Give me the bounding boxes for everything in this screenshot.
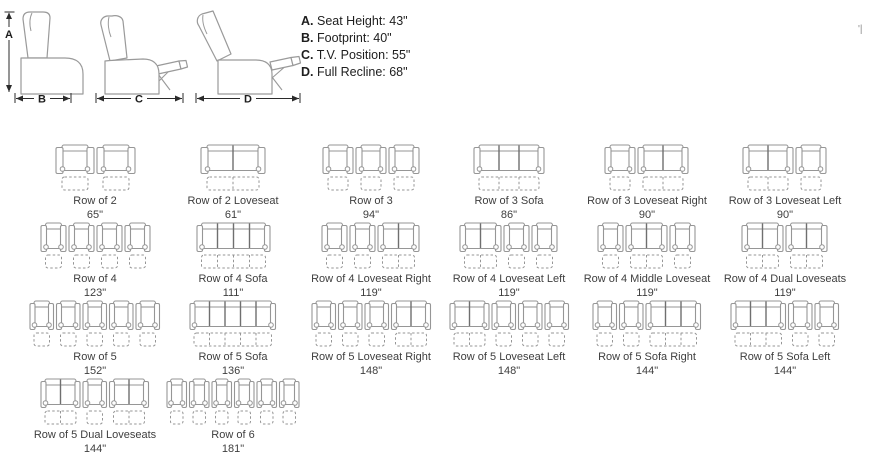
- arrow-label-d: D: [244, 93, 252, 106]
- seating-top-view: [166, 378, 300, 426]
- arrow-label-c: C: [135, 93, 143, 106]
- arrow-label-a: A: [5, 29, 13, 41]
- spec-line-c: [301, 47, 410, 64]
- spec-value-a: Seat Height: 43": [316, 14, 408, 28]
- config-name: Row of 5 Dual Loveseats: [33, 429, 157, 441]
- seating-top-view: [40, 222, 151, 270]
- config-width: 148": [497, 365, 521, 377]
- config-row-of-2: [55, 144, 136, 222]
- seating-diagram: [322, 144, 420, 192]
- seating-diagram: [189, 300, 277, 348]
- config-row-of-5-dual-loveseats: [34, 378, 156, 456]
- config-name: Row of 4 Loveseat Left: [452, 273, 566, 285]
- spec-key-c: C.: [301, 48, 314, 62]
- seating-diagram: [321, 222, 420, 270]
- config-width: 94": [362, 209, 380, 221]
- seating-diagram: [604, 144, 689, 192]
- config-row-of-3-sofa: [473, 144, 545, 222]
- seating-diagram: [592, 300, 702, 348]
- config-name: Row of 4 Middle Loveseat: [583, 273, 711, 285]
- seating-top-view: [449, 300, 570, 348]
- config-width: 65": [86, 209, 104, 221]
- seating-top-view: [55, 144, 136, 192]
- seating-diagram: [29, 300, 161, 348]
- spec-key-d: D.: [301, 65, 314, 79]
- spec-key-b: B.: [301, 31, 314, 45]
- config-row-of-3-loveseat-left: [729, 144, 842, 222]
- config-row-of-4-middle-loveseat: [584, 222, 711, 300]
- config-name: Row of 6: [211, 429, 255, 441]
- config-row-of-5-loveseat-right: [311, 300, 432, 378]
- seating-diagram: [730, 300, 840, 348]
- config-name: Row of 5 Sofa Right: [598, 351, 696, 363]
- config-row-of-4-loveseat-right: [311, 222, 431, 300]
- seating-diagram: [741, 222, 828, 270]
- seating-top-view: [40, 378, 150, 426]
- spec-line-d: [301, 64, 410, 81]
- footrest: [156, 61, 181, 74]
- chair-body: [218, 60, 272, 94]
- config-width: 144": [773, 365, 797, 377]
- config-width: 90": [776, 209, 794, 221]
- config-width: 119": [498, 287, 520, 299]
- config-name: Row of 4 Sofa: [198, 273, 268, 285]
- config-row-of-3-loveseat-right: [587, 144, 707, 222]
- footprint-arrow: [15, 93, 71, 106]
- config-row-of-5-loveseat-left: [449, 300, 570, 378]
- seating-diagram: [196, 222, 271, 270]
- config-width: 119": [774, 287, 796, 299]
- config-width: 148": [359, 365, 383, 377]
- seating-diagram: [449, 300, 570, 348]
- config-width: 144": [83, 443, 107, 455]
- config-name: Row of 3: [349, 195, 393, 207]
- seating-top-view: [322, 144, 420, 192]
- scan-artifact: '|: [858, 24, 863, 35]
- config-width: 123": [83, 287, 107, 299]
- config-row-of-4-sofa: [196, 222, 271, 300]
- config-name: Row of 3 Loveseat Right: [587, 195, 707, 207]
- spec-line-a: [301, 13, 410, 30]
- config-row-of-5: [29, 300, 161, 378]
- seating-diagram: [742, 144, 827, 192]
- seating-top-view: [604, 144, 689, 192]
- config-width: 61": [224, 209, 242, 221]
- seating-diagram: [200, 144, 266, 192]
- tv-position-arrow: [96, 93, 183, 106]
- config-row-of-5-sofa-left: [730, 300, 840, 378]
- seating-diagram: [473, 144, 545, 192]
- seating-diagram: [40, 222, 151, 270]
- seating-top-view: [29, 300, 161, 348]
- config-name: Row of 3 Loveseat Left: [728, 195, 842, 207]
- recliner-full-recline-side-view: [192, 4, 306, 108]
- arrow-label-b: B: [38, 93, 46, 106]
- seating-top-view: [597, 222, 696, 270]
- config-width: 119": [360, 287, 382, 299]
- seat-height-arrow: [3, 12, 15, 92]
- config-name: Row of 3 Sofa: [474, 195, 544, 207]
- config-grid: [26, 144, 854, 456]
- config-width: 111": [222, 287, 244, 299]
- chair-body: [21, 58, 83, 94]
- config-width: 119": [636, 287, 658, 299]
- dimension-spec-list: [301, 13, 410, 81]
- config-row-of-2-loveseat: [187, 144, 278, 222]
- full-recline-arrow: [196, 93, 300, 106]
- config-width: 136": [221, 365, 245, 377]
- seating-top-view: [730, 300, 840, 348]
- spec-value-d: Full Recline: 68": [316, 65, 408, 79]
- config-width: 86": [500, 209, 518, 221]
- config-name: Row of 4 Dual Loveseats: [723, 273, 847, 285]
- config-name: Row of 5 Loveseat Right: [311, 351, 431, 363]
- config-name: Row of 4 Loveseat Right: [311, 273, 431, 285]
- config-row-of-5-sofa-right: [592, 300, 702, 378]
- seating-top-view: [189, 300, 277, 348]
- chair-back: [101, 16, 127, 61]
- spec-key-a: A.: [301, 14, 314, 28]
- config-name: Row of 2 Loveseat: [187, 195, 279, 207]
- seating-diagram: [459, 222, 558, 270]
- config-row-of-3: [322, 144, 420, 222]
- config-width: 181": [221, 443, 245, 455]
- config-width: 152": [83, 365, 107, 377]
- recliner-upright-side-view: [2, 4, 90, 108]
- config-row-of-4-loveseat-left: [453, 222, 566, 300]
- chair-body: [105, 59, 159, 94]
- seating-top-view: [473, 144, 545, 192]
- config-width: 90": [638, 209, 656, 221]
- spec-value-b: Footprint: 40": [316, 31, 392, 45]
- spec-line-b: [301, 30, 410, 47]
- seating-top-view: [196, 222, 271, 270]
- chair-back: [23, 12, 50, 58]
- config-width: 144": [635, 365, 659, 377]
- footrest: [270, 58, 293, 71]
- config-name: Row of 5 Loveseat Left: [452, 351, 566, 363]
- config-name: Row of 5: [73, 351, 117, 363]
- recliner-tv-position-side-view: [90, 4, 190, 108]
- config-row-of-6: [166, 378, 300, 456]
- config-name: Row of 5 Sofa Left: [739, 351, 831, 363]
- config-row-of-4-dual-loveseats: [724, 222, 846, 300]
- seating-diagram: [597, 222, 696, 270]
- seating-top-view: [742, 144, 827, 192]
- config-row-of-5-sofa: [189, 300, 277, 378]
- config-name: Row of 5 Sofa: [198, 351, 268, 363]
- seating-top-view: [200, 144, 266, 192]
- seating-diagram: [166, 378, 300, 426]
- config-row-of-4: [40, 222, 151, 300]
- seating-top-view: [311, 300, 432, 348]
- seating-top-view: [592, 300, 702, 348]
- seating-top-view: [741, 222, 828, 270]
- seating-diagram: [311, 300, 432, 348]
- config-name: Row of 4: [73, 273, 117, 285]
- seating-top-view: [459, 222, 558, 270]
- seating-diagram: [55, 144, 136, 192]
- seating-top-view: [321, 222, 420, 270]
- config-name: Row of 2: [73, 195, 117, 207]
- spec-value-c: T.V. Position: 55": [316, 48, 411, 62]
- seating-diagram: [40, 378, 150, 426]
